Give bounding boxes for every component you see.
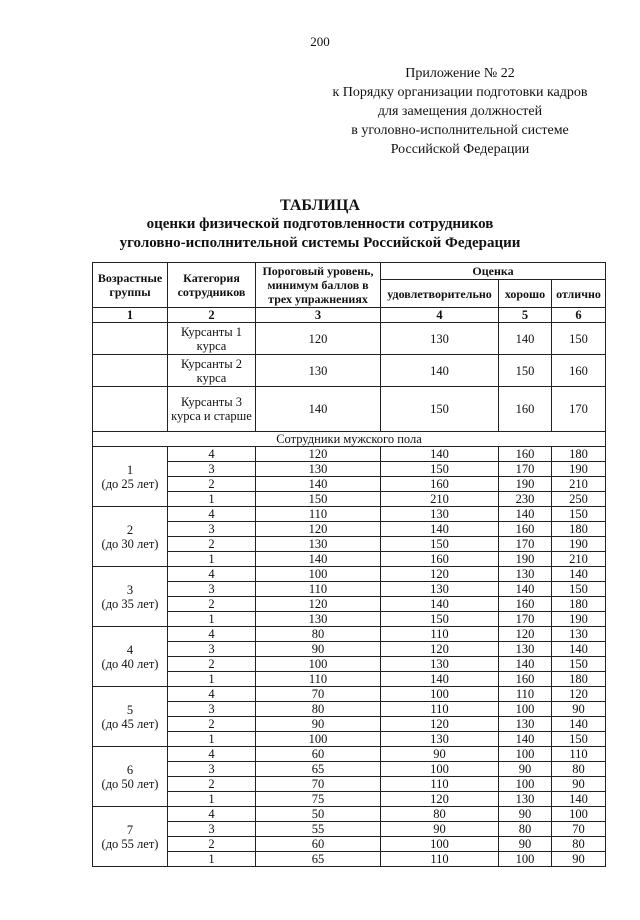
document-title [0, 196, 640, 253]
cell-good: 140 [499, 507, 552, 522]
age-group-number: 6 [126, 762, 134, 777]
header-rating: Оценка [381, 263, 606, 280]
age-group-range: (до 45 лет) [101, 716, 159, 731]
header-excellent: отлично [552, 280, 606, 308]
cell-age-group [93, 747, 168, 807]
appendix-line: для замещения должностей [377, 104, 543, 119]
header-threshold: Пороговый уровень, минимум баллов в трех упражнениях [256, 263, 381, 308]
cell-satisfactory: 100 [381, 837, 499, 852]
header-good: хорошо [499, 280, 552, 308]
cell-good: 130 [499, 792, 552, 807]
cell-threshold: 80 [256, 627, 381, 642]
cell-category: 3 [168, 522, 256, 537]
cell-good: 100 [499, 852, 552, 867]
cell-threshold: 110 [256, 582, 381, 597]
cell-threshold: 90 [256, 642, 381, 657]
header-category: Категория сотрудников [168, 263, 256, 308]
cell-category: 1 [168, 672, 256, 687]
table-row [93, 477, 606, 492]
table-row [93, 552, 606, 567]
cell-threshold: 70 [256, 777, 381, 792]
cell-empty [93, 323, 168, 355]
cell-threshold: 80 [256, 702, 381, 717]
cell-excellent: 150 [552, 507, 606, 522]
cell-threshold: 130 [256, 355, 381, 387]
cell-satisfactory: 140 [381, 597, 499, 612]
cell-good: 160 [499, 447, 552, 462]
cell-threshold: 55 [256, 822, 381, 837]
cell-category: 1 [168, 492, 256, 507]
table-row [93, 777, 606, 792]
appendix-line: в уголовно-исполнительной системе [351, 123, 569, 138]
cell-excellent: 190 [552, 612, 606, 627]
cell-threshold: 50 [256, 807, 381, 822]
age-group-range: (до 25 лет) [101, 476, 159, 491]
cell-excellent: 140 [552, 567, 606, 582]
table-row [93, 657, 606, 672]
cell-excellent: 80 [552, 837, 606, 852]
cell-age-group [93, 447, 168, 507]
table-row [93, 582, 606, 597]
table-row [93, 627, 606, 642]
cell-excellent: 190 [552, 537, 606, 552]
table-row [93, 507, 606, 522]
cell-good: 170 [499, 537, 552, 552]
cell-category: 1 [168, 612, 256, 627]
column-number: 4 [381, 308, 499, 323]
table-row [93, 717, 606, 732]
cell-satisfactory: 140 [381, 522, 499, 537]
cell-threshold: 110 [256, 507, 381, 522]
cell-good: 170 [499, 462, 552, 477]
cell-category: Курсанты 1 курса [168, 323, 256, 355]
age-group-range: (до 30 лет) [101, 536, 159, 551]
cell-category: 3 [168, 702, 256, 717]
appendix-line: Российской Федерации [390, 142, 530, 157]
cell-threshold: 65 [256, 762, 381, 777]
cell-good: 90 [499, 762, 552, 777]
cell-category: 4 [168, 687, 256, 702]
cell-satisfactory: 90 [381, 822, 499, 837]
cell-satisfactory: 150 [381, 612, 499, 627]
column-number: 5 [499, 308, 552, 323]
cell-threshold: 120 [256, 447, 381, 462]
cell-satisfactory: 160 [381, 477, 499, 492]
table-row [93, 537, 606, 552]
cell-good: 100 [499, 702, 552, 717]
cell-good: 110 [499, 687, 552, 702]
title-line: оценки физической подготовленности сотрудников [146, 216, 494, 232]
cell-empty [93, 355, 168, 387]
cell-good: 170 [499, 612, 552, 627]
appendix-line: к Порядку организации подготовки кадров [332, 85, 588, 100]
table-header [93, 263, 606, 308]
cell-good: 160 [499, 597, 552, 612]
appendix-line: Приложение № 22 [405, 66, 515, 81]
cell-excellent: 70 [552, 822, 606, 837]
column-number: 1 [93, 308, 168, 323]
cell-good: 90 [499, 837, 552, 852]
cell-category: 2 [168, 657, 256, 672]
age-group-number: 4 [126, 642, 134, 657]
table-row [93, 642, 606, 657]
cell-good: 140 [499, 732, 552, 747]
cadet-row [93, 323, 606, 355]
cell-satisfactory: 90 [381, 747, 499, 762]
cell-excellent: 130 [552, 627, 606, 642]
cell-satisfactory: 160 [381, 552, 499, 567]
cell-excellent: 210 [552, 477, 606, 492]
cell-age-group [93, 627, 168, 687]
cell-satisfactory: 120 [381, 717, 499, 732]
cell-satisfactory: 150 [381, 387, 499, 432]
table-row [93, 567, 606, 582]
cell-good: 100 [499, 747, 552, 762]
cell-good: 140 [499, 582, 552, 597]
cell-satisfactory: 110 [381, 777, 499, 792]
cell-excellent: 180 [552, 447, 606, 462]
cell-good: 130 [499, 717, 552, 732]
cell-satisfactory: 140 [381, 447, 499, 462]
cell-good: 230 [499, 492, 552, 507]
cell-category: 2 [168, 717, 256, 732]
table-row [93, 822, 606, 837]
cell-threshold: 140 [256, 387, 381, 432]
cell-category: 4 [168, 747, 256, 762]
table-row [93, 462, 606, 477]
cell-category: 1 [168, 732, 256, 747]
cell-good: 90 [499, 807, 552, 822]
cell-threshold: 130 [256, 537, 381, 552]
cell-category: 3 [168, 642, 256, 657]
cell-category: 3 [168, 462, 256, 477]
cell-excellent: 170 [552, 387, 606, 432]
cell-satisfactory: 130 [381, 657, 499, 672]
table-row [93, 807, 606, 822]
cell-threshold: 65 [256, 852, 381, 867]
cell-threshold: 120 [256, 323, 381, 355]
cell-satisfactory: 210 [381, 492, 499, 507]
cell-threshold: 110 [256, 672, 381, 687]
cell-satisfactory: 130 [381, 732, 499, 747]
age-group-range: (до 35 лет) [101, 596, 159, 611]
cell-excellent: 150 [552, 323, 606, 355]
cell-good: 140 [499, 657, 552, 672]
cell-empty [93, 387, 168, 432]
cell-satisfactory: 130 [381, 582, 499, 597]
cell-threshold: 150 [256, 492, 381, 507]
column-number-row [93, 308, 606, 323]
cell-satisfactory: 130 [381, 323, 499, 355]
cell-excellent: 150 [552, 732, 606, 747]
age-group-number: 2 [126, 522, 134, 537]
cell-good: 140 [499, 323, 552, 355]
table-row [93, 747, 606, 762]
cell-satisfactory: 150 [381, 462, 499, 477]
cell-threshold: 70 [256, 687, 381, 702]
cell-threshold: 60 [256, 837, 381, 852]
age-group-range: (до 40 лет) [101, 656, 159, 671]
cadet-row [93, 387, 606, 432]
age-group-range: (до 50 лет) [101, 776, 159, 791]
header-satisfactory: удовлетворительно [381, 280, 499, 308]
cell-category: 2 [168, 477, 256, 492]
cell-category: 4 [168, 627, 256, 642]
cell-age-group [93, 567, 168, 627]
title-line: уголовно-исполнительной системы Российской Федерации [119, 235, 521, 251]
cell-category: 2 [168, 597, 256, 612]
cell-good: 130 [499, 567, 552, 582]
cadet-row [93, 355, 606, 387]
column-number: 3 [256, 308, 381, 323]
table-row [93, 672, 606, 687]
cell-good: 190 [499, 477, 552, 492]
cell-excellent: 140 [552, 717, 606, 732]
table-row [93, 447, 606, 462]
cell-category: 3 [168, 762, 256, 777]
table-row [93, 687, 606, 702]
cell-satisfactory: 100 [381, 687, 499, 702]
cell-excellent: 190 [552, 462, 606, 477]
table-row [93, 792, 606, 807]
table-row [93, 522, 606, 537]
cell-good: 160 [499, 522, 552, 537]
table-body [93, 308, 606, 867]
cell-excellent: 180 [552, 597, 606, 612]
cell-age-group [93, 687, 168, 747]
cell-satisfactory: 150 [381, 537, 499, 552]
age-group-number: 5 [126, 702, 134, 717]
cell-excellent: 250 [552, 492, 606, 507]
cell-good: 80 [499, 822, 552, 837]
cell-satisfactory: 110 [381, 852, 499, 867]
cell-excellent: 100 [552, 807, 606, 822]
cell-excellent: 180 [552, 672, 606, 687]
cell-satisfactory: 120 [381, 567, 499, 582]
section-label: Сотрудники мужского пола [93, 432, 606, 447]
cell-category: 4 [168, 447, 256, 462]
cell-threshold: 100 [256, 657, 381, 672]
cell-good: 160 [499, 387, 552, 432]
cell-excellent: 90 [552, 777, 606, 792]
cell-threshold: 75 [256, 792, 381, 807]
table-row [93, 597, 606, 612]
cell-excellent: 160 [552, 355, 606, 387]
cell-excellent: 110 [552, 747, 606, 762]
cell-excellent: 140 [552, 642, 606, 657]
cell-category: 2 [168, 537, 256, 552]
age-group-number: 1 [126, 462, 134, 477]
cell-category: Курсанты 2 курса [168, 355, 256, 387]
header-age-group: Возрастные группы [93, 263, 168, 308]
section-row [93, 432, 606, 447]
cell-good: 160 [499, 672, 552, 687]
cell-category: 2 [168, 777, 256, 792]
table-row [93, 762, 606, 777]
age-group-range: (до 55 лет) [101, 836, 159, 851]
cell-category: 3 [168, 822, 256, 837]
cell-good: 120 [499, 627, 552, 642]
title-heading: ТАБЛИЦА [280, 197, 360, 214]
cell-good: 190 [499, 552, 552, 567]
cell-satisfactory: 110 [381, 702, 499, 717]
cell-age-group [93, 807, 168, 867]
cell-threshold: 100 [256, 732, 381, 747]
cell-excellent: 210 [552, 552, 606, 567]
cell-threshold: 140 [256, 477, 381, 492]
cell-good: 130 [499, 642, 552, 657]
cell-category: 3 [168, 582, 256, 597]
table-row [93, 492, 606, 507]
cell-excellent: 120 [552, 687, 606, 702]
cell-satisfactory: 120 [381, 642, 499, 657]
cell-category: 1 [168, 792, 256, 807]
cell-threshold: 60 [256, 747, 381, 762]
cell-excellent: 90 [552, 852, 606, 867]
cell-age-group [93, 507, 168, 567]
cell-excellent: 90 [552, 702, 606, 717]
cell-satisfactory: 100 [381, 762, 499, 777]
fitness-table [92, 262, 606, 867]
age-group-number: 3 [126, 582, 134, 597]
cell-category: 1 [168, 852, 256, 867]
table-row [93, 702, 606, 717]
cell-satisfactory: 130 [381, 507, 499, 522]
cell-excellent: 180 [552, 522, 606, 537]
cell-threshold: 130 [256, 462, 381, 477]
cell-excellent: 150 [552, 582, 606, 597]
table-row [93, 852, 606, 867]
cell-category: 4 [168, 567, 256, 582]
cell-threshold: 140 [256, 552, 381, 567]
column-number: 6 [552, 308, 606, 323]
cell-satisfactory: 140 [381, 355, 499, 387]
cell-satisfactory: 120 [381, 792, 499, 807]
column-number: 2 [168, 308, 256, 323]
cell-good: 150 [499, 355, 552, 387]
cell-threshold: 130 [256, 612, 381, 627]
cell-category: 4 [168, 507, 256, 522]
appendix-header [300, 64, 620, 159]
cell-category: 1 [168, 552, 256, 567]
table-row [93, 837, 606, 852]
cell-category: 2 [168, 837, 256, 852]
cell-satisfactory: 80 [381, 807, 499, 822]
cell-excellent: 150 [552, 657, 606, 672]
page-number: 200 [310, 34, 330, 49]
cell-category: Курсанты 3 курса и старше [168, 387, 256, 432]
cell-threshold: 120 [256, 597, 381, 612]
cell-threshold: 90 [256, 717, 381, 732]
cell-threshold: 100 [256, 567, 381, 582]
cell-excellent: 140 [552, 792, 606, 807]
cell-excellent: 80 [552, 762, 606, 777]
cell-satisfactory: 110 [381, 627, 499, 642]
age-group-number: 7 [126, 822, 134, 837]
table-row [93, 732, 606, 747]
cell-threshold: 120 [256, 522, 381, 537]
table-row [93, 612, 606, 627]
cell-satisfactory: 140 [381, 672, 499, 687]
cell-category: 4 [168, 807, 256, 822]
cell-good: 100 [499, 777, 552, 792]
